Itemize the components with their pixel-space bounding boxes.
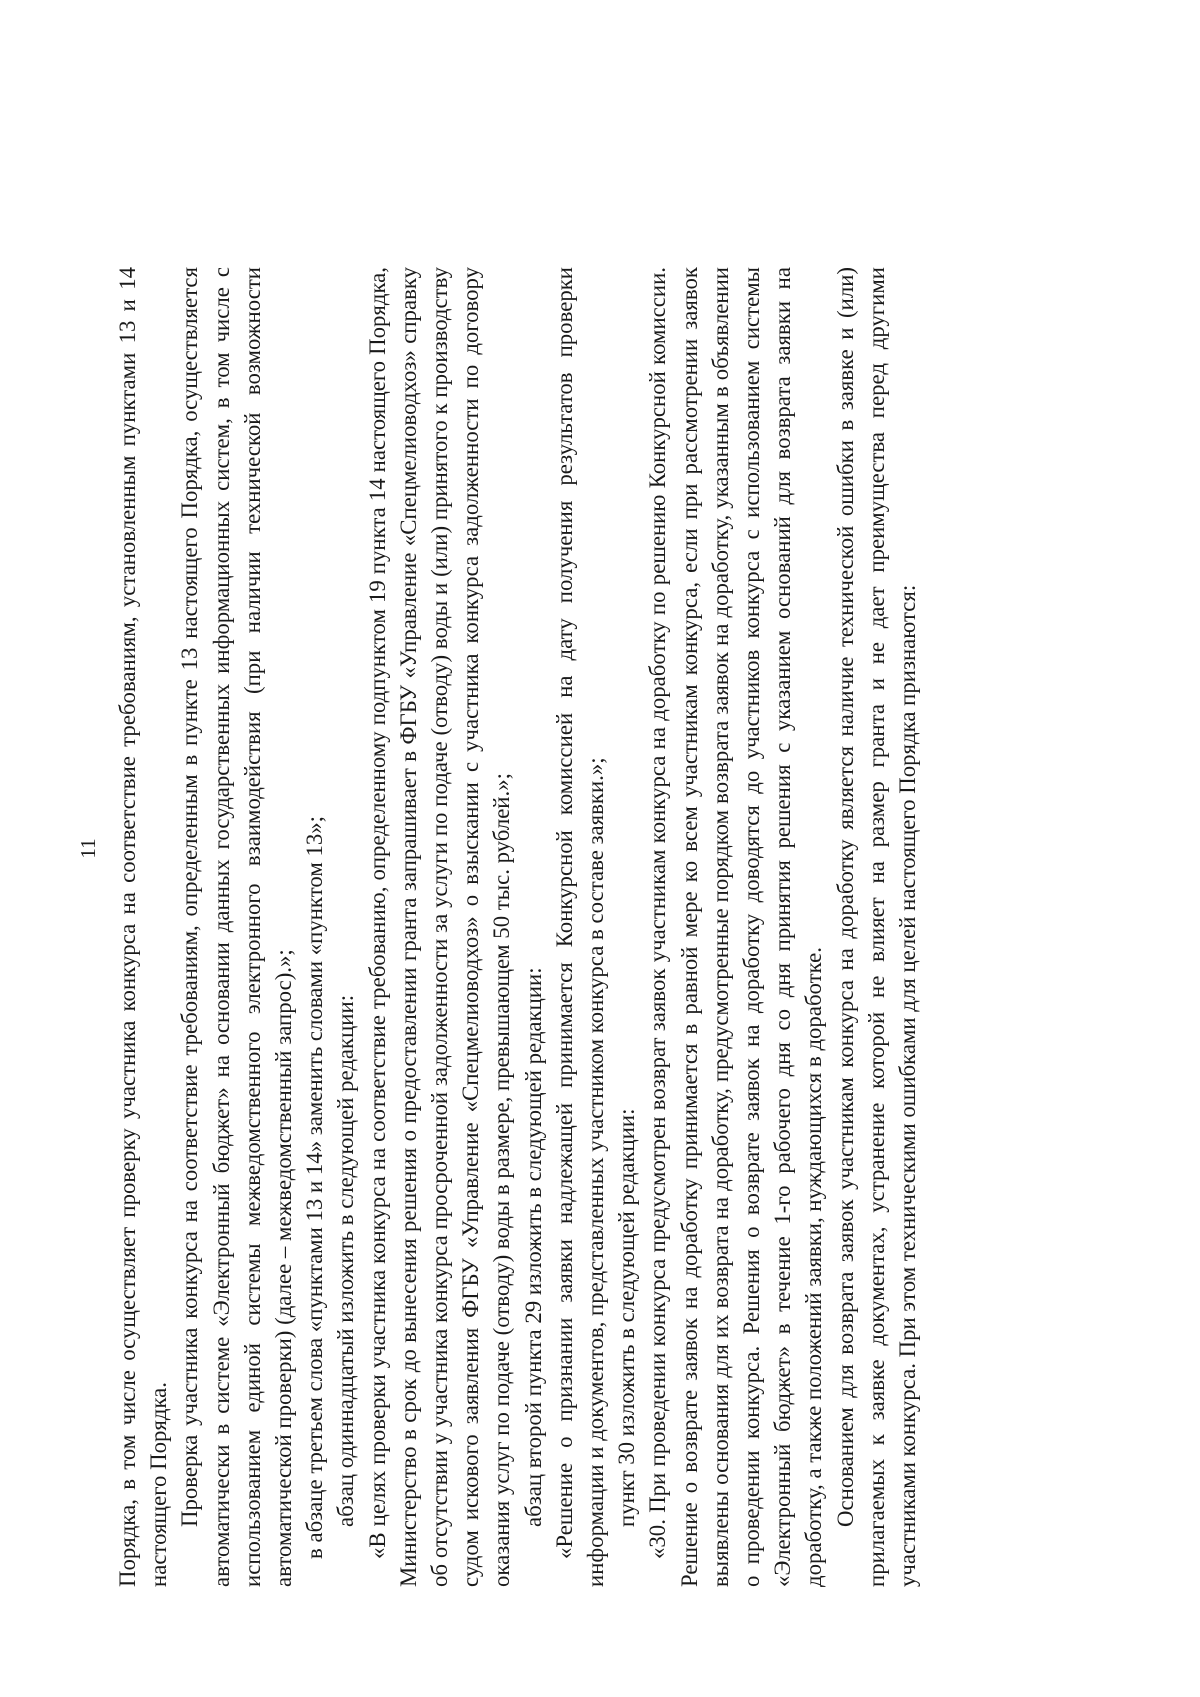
paragraph-continuation: Порядка, в том числе осуществляет проверку участника конкурса на соответствие требованиям, установленным пунктами 13 и 14 настоящего Порядка. (115, 267, 172, 1587)
paragraph-amendment-eleventh: абзац одиннадцатый изложить в следующей редакции: (333, 994, 359, 1527)
paragraph-amendment-29: абзац второй пункта 29 изложить в следующей редакции: (520, 967, 546, 1527)
paragraph-grounds: Основанием для возврата заявок участникам конкурса на доработку является наличие технической ошибки в заявке и (или) прилагаемых к заявке документах, устранение которой не влияет на размер гранта и не дает преимущества перед другими участниками конкурса. При этом техническими ошибками для целей настоящего Порядка признаются: (832, 267, 921, 1587)
document-body (112, 267, 923, 1587)
paragraph-decision: «Решение о признании заявки надлежащей принимается Конкурсной комиссией на дату получения результатов проверки информации и документов, представленных участником конкурса в составе заявки.»; (551, 267, 609, 1587)
paragraph-amendment-30: пункт 30 изложить в следующей редакции: (614, 1108, 640, 1527)
paragraph-ministry-check: «В целях проверки участника конкурса на соответствие требованию, определенному подпунктом 19 пункта 14 настоящего Порядка, Министерство в срок до вынесения решения о предоставлении гранта запрашивает в ФГБУ «Управление «Спецмелиоводхоз» справку об отсутствии у участника конкурса просроченной задолженности за услуги по подаче (отводу) воды и (или) принятого к производству судом искового заявления ФГБУ «Управление «Спецмелиоводхоз» о взыскании с участника конкурса задолженности по договору оказания услуг по подаче (отводу) воды в размере, превышающем 50 тыс. рублей.»; (364, 267, 515, 1587)
page-number: 11 (76, 838, 100, 859)
paragraph-point-30: «30. При проведении конкурса предусмотрен возврат заявок участникам конкурса на доработку по решению Конкурсной комиссии. Решение о возврате заявок на доработку принимается в равной мере ко всем участникам конкурса, если при рассмотрении заявок выявлены основания для их возврата на доработку, предусмотренные порядком возврата заявок на доработку, указанным в объявлении о проведении конкурса. Решения о возврате заявок на доработку доводятся до участников конкурса с использованием системы «Электронный бюджет» в течение 1-го рабочего дня со дня принятия решения с указанием оснований для возврата заявки на доработку, а также положений заявки, нуждающихся в доработке. (645, 267, 827, 1587)
paragraph-verification: Проверка участника конкурса на соответствие требованиям, определенным в пункте 13 настоящего Порядка, осуществляется автоматически в системе «Электронный бюджет» на основании данных государственных информационных систем, в том числе с использованием единой системы межведомственного электронного взаимодействия (при наличии технической возможности автоматической проверки) (далее – межведомственный запрос).»; (177, 267, 297, 1587)
paragraph-amendment-third: в абзаце третьем слова «пунктами 13 и 14» заменить словами «пунктом 13»; (302, 816, 328, 1559)
